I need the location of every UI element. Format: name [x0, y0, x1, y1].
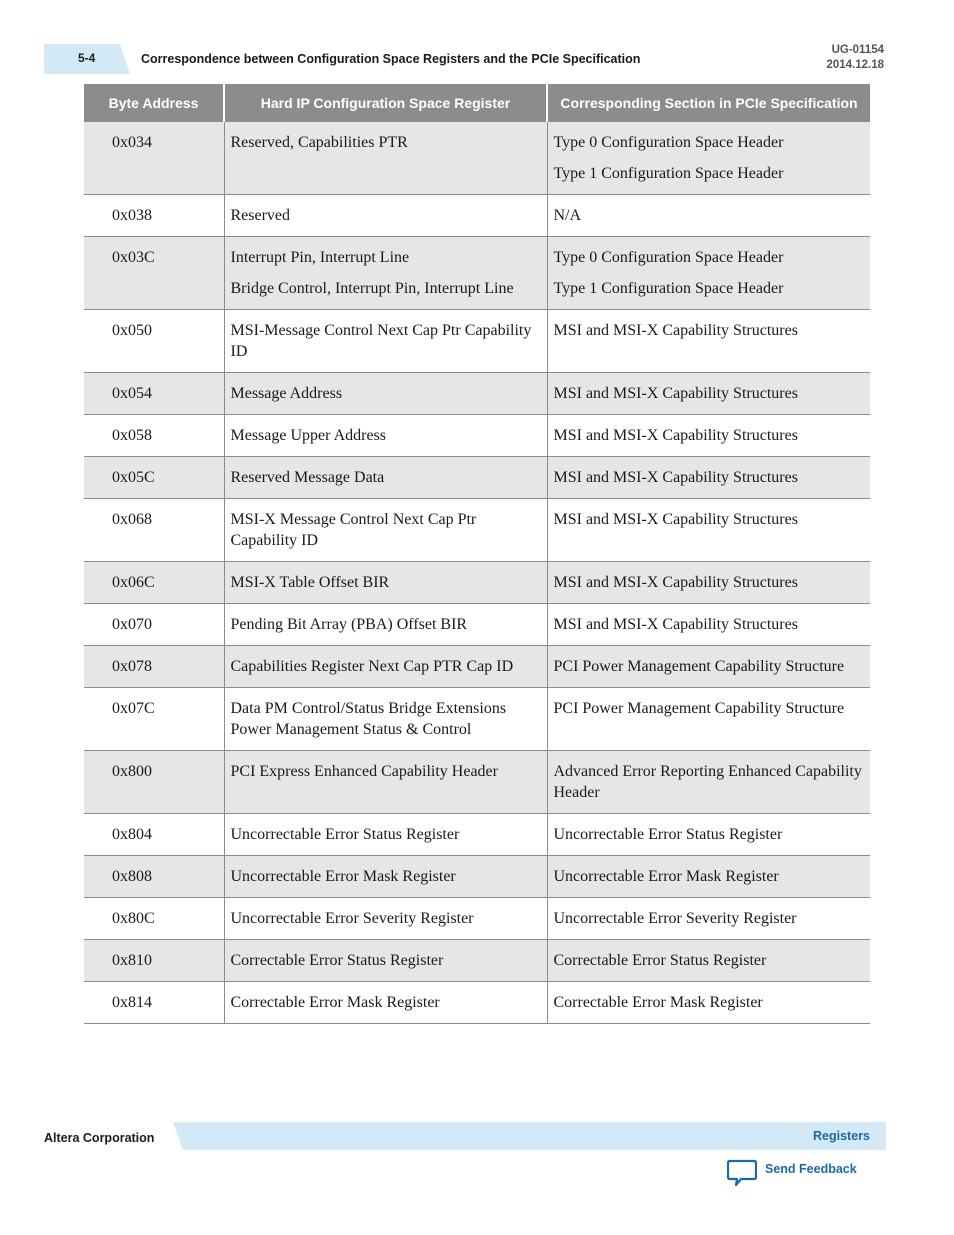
register-table	[84, 84, 870, 1024]
table-row	[84, 982, 870, 1024]
register-name: MSI-X Message Control Next Cap Ptr Capability ID	[230, 511, 477, 549]
register-cell	[224, 982, 547, 1024]
pcie-section-cell	[547, 898, 870, 940]
byte-address-cell: 0x070	[84, 604, 224, 646]
register-name: Reserved, Capabilities PTR	[230, 134, 408, 151]
register-name: Correctable Error Mask Register	[230, 994, 440, 1011]
pcie-section-name: MSI and MSI-X Capability Structures	[553, 574, 798, 591]
table-body	[84, 122, 870, 1024]
table-header-row	[84, 84, 870, 122]
register-name: MSI-X Table Offset BIR	[230, 574, 390, 591]
pcie-section-name: Advanced Error Reporting Enhanced Capability Header	[553, 763, 862, 801]
pcie-section-name: Type 1 Configuration Space Header	[553, 165, 784, 182]
pcie-section-name: N/A	[553, 207, 582, 224]
register-cell	[224, 122, 547, 195]
register-cell	[224, 195, 547, 237]
pcie-section-cell	[547, 457, 870, 499]
pcie-section-name: MSI and MSI-X Capability Structures	[553, 469, 798, 486]
pcie-section-cell	[547, 562, 870, 604]
byte-address-cell: 0x06C	[84, 562, 224, 604]
register-cell	[224, 415, 547, 457]
speech-bubble-icon[interactable]	[727, 1159, 757, 1187]
table-row	[84, 415, 870, 457]
table-row	[84, 562, 870, 604]
register-cell	[224, 562, 547, 604]
byte-address-cell: 0x038	[84, 195, 224, 237]
company-name: Altera Corporation	[44, 1131, 155, 1145]
pcie-section-name: MSI and MSI-X Capability Structures	[553, 322, 798, 339]
pcie-section-name: PCI Power Management Capability Structure	[553, 658, 845, 675]
register-name: MSI-Message Control Next Cap Ptr Capability ID	[230, 322, 532, 360]
register-name: Message Address	[230, 385, 343, 402]
table-row	[84, 814, 870, 856]
byte-address-cell: 0x068	[84, 499, 224, 562]
register-cell	[224, 237, 547, 310]
pcie-section-cell	[547, 856, 870, 898]
register-name: Reserved Message Data	[230, 469, 385, 486]
register-name: Uncorrectable Error Status Register	[230, 826, 460, 843]
pcie-section-cell	[547, 646, 870, 688]
pcie-section-cell	[547, 195, 870, 237]
table-row	[84, 604, 870, 646]
pcie-section-cell	[547, 688, 870, 751]
pcie-section-name: PCI Power Management Capability Structure	[553, 700, 845, 717]
byte-address-cell: 0x804	[84, 814, 224, 856]
page-title: Correspondence between Configuration Space Registers and the PCIe Specification	[141, 52, 641, 66]
register-name: Uncorrectable Error Severity Register	[230, 910, 474, 927]
column-header-pcie-section: Corresponding Section in PCIe Specification	[547, 84, 870, 122]
register-cell	[224, 373, 547, 415]
register-name: Uncorrectable Error Mask Register	[230, 868, 456, 885]
register-name: Capabilities Register Next Cap PTR Cap ID	[230, 658, 514, 675]
column-header-byte-address: Byte Address	[84, 84, 224, 122]
page-number: 5-4	[78, 51, 96, 65]
byte-address-cell: 0x05C	[84, 457, 224, 499]
pcie-section-name: MSI and MSI-X Capability Structures	[553, 427, 798, 444]
pcie-section-cell	[547, 940, 870, 982]
table-row	[84, 122, 870, 195]
pcie-section-name: Uncorrectable Error Status Register	[553, 826, 783, 843]
pcie-section-cell	[547, 310, 870, 373]
register-name: Bridge Control, Interrupt Pin, Interrupt Line	[230, 280, 514, 297]
register-cell	[224, 898, 547, 940]
register-cell	[224, 310, 547, 373]
pcie-section-name: Correctable Error Mask Register	[553, 994, 763, 1011]
pcie-section-cell	[547, 415, 870, 457]
register-name: Reserved	[230, 207, 291, 224]
byte-address-cell: 0x800	[84, 751, 224, 814]
table-row	[84, 688, 870, 751]
table-row	[84, 751, 870, 814]
register-name: Correctable Error Status Register	[230, 952, 444, 969]
register-name: Message Upper Address	[230, 427, 387, 444]
pcie-section-name: Uncorrectable Error Severity Register	[553, 910, 797, 927]
pcie-section-name: MSI and MSI-X Capability Structures	[553, 511, 798, 528]
pcie-section-cell	[547, 604, 870, 646]
table-row	[84, 373, 870, 415]
send-feedback-link[interactable]: Send Feedback	[765, 1162, 857, 1176]
register-cell	[224, 814, 547, 856]
pcie-section-name: Type 0 Configuration Space Header	[553, 134, 784, 151]
pcie-section-name: MSI and MSI-X Capability Structures	[553, 385, 798, 402]
section-link-registers[interactable]: Registers	[813, 1129, 870, 1143]
table-row	[84, 195, 870, 237]
register-cell	[224, 940, 547, 982]
table-row	[84, 940, 870, 982]
document-id	[826, 43, 884, 73]
doc-date: 2014.12.18	[826, 59, 884, 71]
table-row	[84, 646, 870, 688]
column-header-register: Hard IP Configuration Space Register	[224, 84, 547, 122]
register-cell	[224, 499, 547, 562]
byte-address-cell: 0x050	[84, 310, 224, 373]
register-cell	[224, 688, 547, 751]
table-row	[84, 499, 870, 562]
table-row	[84, 898, 870, 940]
pcie-section-name: MSI and MSI-X Capability Structures	[553, 616, 798, 633]
register-name: Interrupt Pin, Interrupt Line	[230, 249, 410, 266]
register-cell	[224, 604, 547, 646]
byte-address-cell: 0x810	[84, 940, 224, 982]
table-row	[84, 856, 870, 898]
pcie-section-name: Correctable Error Status Register	[553, 952, 767, 969]
doc-number: UG-01154	[831, 44, 884, 56]
pcie-section-name: Type 1 Configuration Space Header	[553, 280, 784, 297]
register-cell	[224, 751, 547, 814]
register-cell	[224, 856, 547, 898]
register-name: Data PM Control/Status Bridge Extensions Power Management Status & Control	[230, 700, 507, 738]
footer-band	[173, 1122, 886, 1150]
table-row	[84, 310, 870, 373]
pcie-section-cell	[547, 122, 870, 195]
byte-address-cell: 0x07C	[84, 688, 224, 751]
byte-address-cell: 0x80C	[84, 898, 224, 940]
pcie-section-cell	[547, 751, 870, 814]
byte-address-cell: 0x058	[84, 415, 224, 457]
register-name: PCI Express Enhanced Capability Header	[230, 763, 498, 780]
pcie-section-cell	[547, 982, 870, 1024]
table-row	[84, 457, 870, 499]
byte-address-cell: 0x814	[84, 982, 224, 1024]
table-row	[84, 237, 870, 310]
byte-address-cell: 0x03C	[84, 237, 224, 310]
pcie-section-name: Uncorrectable Error Mask Register	[553, 868, 779, 885]
register-cell	[224, 457, 547, 499]
pcie-section-cell	[547, 499, 870, 562]
byte-address-cell: 0x808	[84, 856, 224, 898]
pcie-section-name: Type 0 Configuration Space Header	[553, 249, 784, 266]
pcie-section-cell	[547, 237, 870, 310]
byte-address-cell: 0x078	[84, 646, 224, 688]
register-cell	[224, 646, 547, 688]
byte-address-cell: 0x034	[84, 122, 224, 195]
register-name: Pending Bit Array (PBA) Offset BIR	[230, 616, 468, 633]
byte-address-cell: 0x054	[84, 373, 224, 415]
pcie-section-cell	[547, 814, 870, 856]
pcie-section-cell	[547, 373, 870, 415]
